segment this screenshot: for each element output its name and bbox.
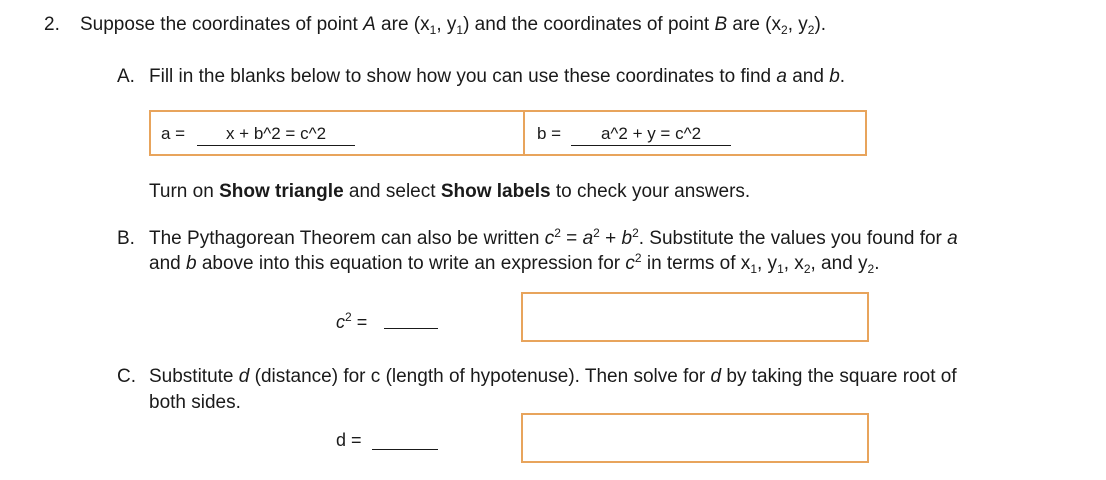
part-a-letter: A. <box>117 66 135 87</box>
question-number: 2. <box>44 14 60 35</box>
c-squared-answer-box[interactable] <box>521 292 869 342</box>
d-label: d = <box>336 430 362 450</box>
part-c-letter: C. <box>117 366 136 387</box>
b-answer-field[interactable]: a^2 + y = c^2 <box>571 124 731 146</box>
part-c-prompt-line1: Substitute d (distance) for c (length of hypotenuse). Then solve for d by taking the square root of <box>149 366 957 387</box>
a-answer-field[interactable]: x + b^2 = c^2 <box>197 124 355 146</box>
part-c-prompt-line2: both sides. <box>149 392 241 413</box>
part-a-prompt: Fill in the blanks below to show how you can use these coordinates to find a and b. <box>149 66 846 87</box>
a-answer-cell <box>151 112 525 154</box>
b-answer-cell <box>525 112 865 154</box>
d-blank <box>372 449 438 450</box>
question-stem: Suppose the coordinates of point A are ($x_1$, $y_1$) and the coordinates of point B are ($x_2$, $y_2$). <box>80 14 827 37</box>
b-label: b = <box>537 124 562 143</box>
c-squared-blank <box>384 328 438 329</box>
a-label: a = <box>161 124 186 143</box>
part-b-prompt-line1: The Pythagorean Theorem can also be written $c^2 = a^2 + b^2$. Substitute the values you found for a <box>149 226 958 249</box>
d-answer-box[interactable] <box>521 413 869 463</box>
c-squared-label: $c^2$ = <box>336 310 368 332</box>
part-b-letter: B. <box>117 228 135 249</box>
part-b-prompt-line2: and b above into this equation to write an expression for $c^2$ in terms of $x_1$, $y_1$, $x_2$, and $y_2$. <box>149 251 880 276</box>
part-a-answer-table <box>149 110 867 156</box>
part-a-instruction: Turn on Show triangle and select Show labels to check your answers. <box>149 181 751 202</box>
